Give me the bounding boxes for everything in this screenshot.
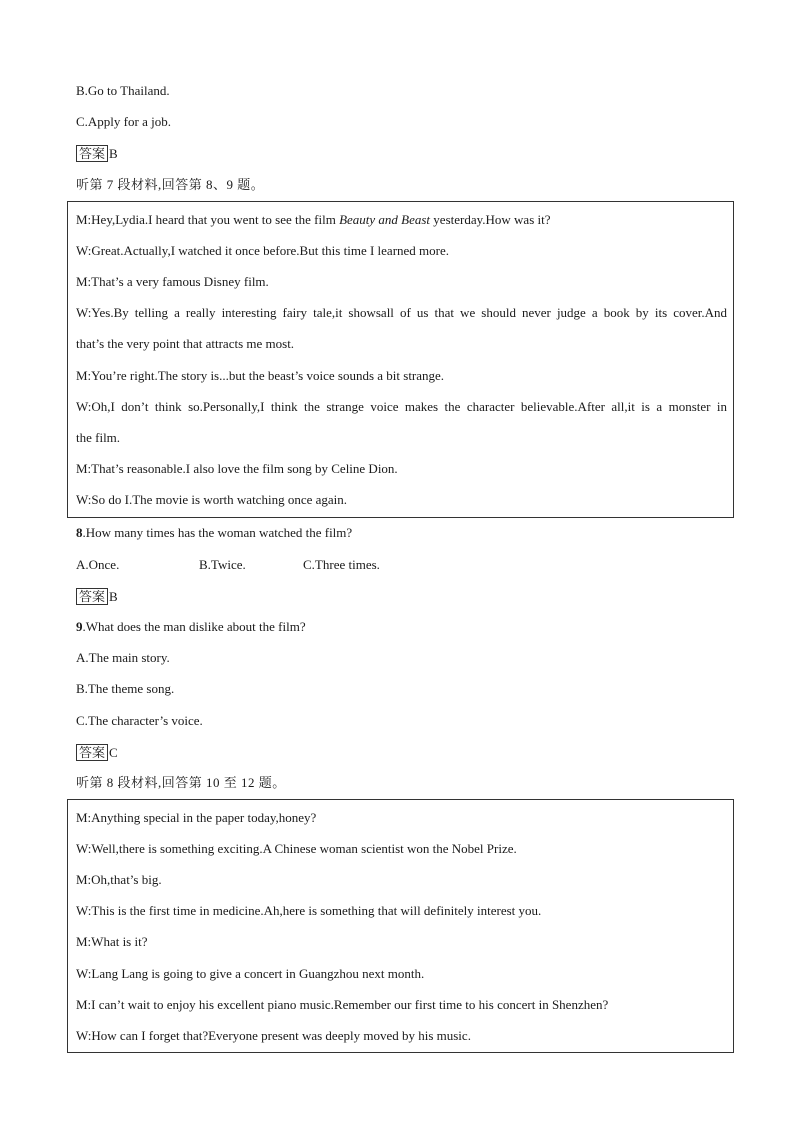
option-c-apply-job: C.Apply for a job. <box>76 114 171 129</box>
answer-value: B <box>109 146 118 161</box>
film-title: Beauty and Beast <box>339 212 431 227</box>
transcript-line: W:How can I forget that?Everyone present was deeply moved by his music. <box>76 1028 471 1043</box>
transcript-line: W:Great.Actually,I watched it once before.But this time I learned more. <box>76 243 450 258</box>
answer-value: B <box>109 589 118 604</box>
transcript-text: yesterday.How was it? <box>430 212 551 227</box>
option-a: A.The main story. <box>76 650 170 665</box>
transcript-line: M:Anything special in the paper today,honey? <box>76 810 317 825</box>
answer-row-9 <box>76 744 118 761</box>
transcript-line: M:I can’t wait to enjoy his excellent piano music.Remember our first time to his concert in Shenzhen? <box>76 997 609 1012</box>
transcript-line: W:Yes.By telling a really interesting fairy tale,it showsall of us that we should never judge a book by its cover.And <box>76 305 727 320</box>
section-8-heading: 听第 8 段材料,回答第 10 至 12 题。 <box>76 775 286 790</box>
transcript-line: W:So do I.The movie is worth watching once again. <box>76 492 348 507</box>
option-b-thailand: B.Go to Thailand. <box>76 83 170 98</box>
question-number: 8 <box>76 525 83 540</box>
transcript-line: the film. <box>76 430 121 445</box>
answer-row-7 <box>76 145 118 162</box>
transcript-line: W:This is the first time in medicine.Ah,here is something that will definitely interest you. <box>76 903 542 918</box>
answer-badge: 答案 <box>76 588 108 605</box>
option-c: C.Three times. <box>303 557 380 572</box>
question-8 <box>76 525 352 541</box>
question-9 <box>76 619 306 635</box>
question-text: .What does the man dislike about the film? <box>82 619 306 634</box>
question-number: 9 <box>76 619 83 634</box>
transcript-line <box>76 212 727 228</box>
question-8-options <box>76 557 380 573</box>
transcript-box-8 <box>67 799 734 1053</box>
option-b: B.The theme song. <box>76 681 175 696</box>
transcript-text: M:Hey,Lydia.I heard that you went to see the film <box>76 212 340 227</box>
answer-value: C <box>109 745 118 760</box>
transcript-line: W:Lang Lang is going to give a concert in Guangzhou next month. <box>76 966 425 981</box>
option-b: B.Twice. <box>199 557 246 572</box>
transcript-line: M:That’s a very famous Disney film. <box>76 274 269 289</box>
answer-badge: 答案 <box>76 744 108 761</box>
answer-row-8 <box>76 588 118 605</box>
option-c: C.The character’s voice. <box>76 713 203 728</box>
transcript-line: M:What is it? <box>76 934 148 949</box>
question-text: .How many times has the woman watched the film? <box>82 525 353 540</box>
transcript-line: M:Oh,that’s big. <box>76 872 162 887</box>
transcript-line: W:Oh,I don’t think so.Personally,I think the strange voice makes the character believable.After all,it is a monster in <box>76 399 727 414</box>
transcript-line: M:You’re right.The story is...but the beast’s voice sounds a bit strange. <box>76 368 445 383</box>
option-a: A.Once. <box>76 557 120 572</box>
transcript-line: W:Well,there is something exciting.A Chinese woman scientist won the Nobel Prize. <box>76 841 517 856</box>
transcript-line: that’s the very point that attracts me most. <box>76 336 295 351</box>
transcript-line: M:That’s reasonable.I also love the film song by Celine Dion. <box>76 461 398 476</box>
transcript-box-7 <box>67 201 734 518</box>
section-7-heading: 听第 7 段材料,回答第 8、9 题。 <box>76 177 265 192</box>
answer-badge: 答案 <box>76 145 108 162</box>
